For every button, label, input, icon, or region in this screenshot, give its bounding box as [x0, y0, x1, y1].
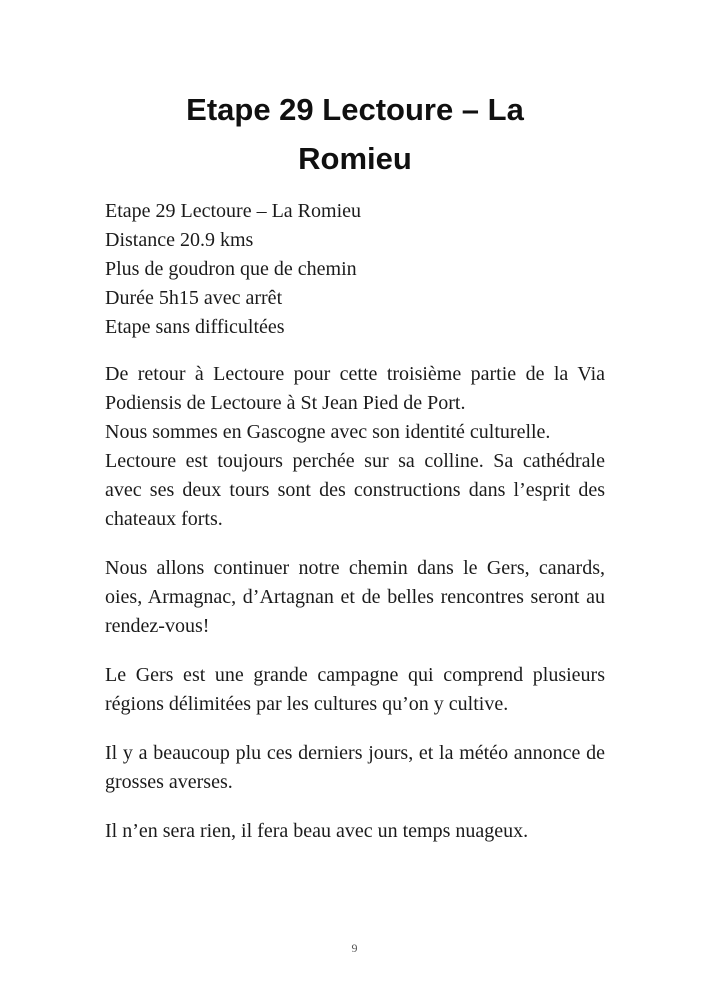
paragraph: Lectoure est toujours perchée sur sa colline. Sa cathédrale avec ses deux tours sont des constructions dans l’esprit des chateaux forts. [105, 450, 605, 530]
page-title-line-2: Romieu [298, 141, 412, 176]
paragraph: Nous sommes en Gascogne avec son identité culturelle. [105, 421, 551, 443]
stage-summary [105, 197, 605, 342]
page-title-line-1: Etape 29 Lectoure – La [186, 92, 524, 127]
paragraph: Il n’en sera rien, il fera beau avec un temps nuageux. [105, 820, 529, 842]
paragraph: De retour à Lectoure pour cette troisième partie de la Via Podiensis de Lectoure à St Jean Pied de Port. [105, 363, 605, 414]
paragraph: Il y a beaucoup plu ces derniers jours, et la météo annonce de grosses averses. [105, 742, 605, 793]
intro-line-difficulty: Etape sans difficultées [105, 316, 285, 338]
paragraph: Le Gers est une grande campagne qui comprend plusieurs régions délimitées par les cultures qu’on y cultive. [105, 664, 605, 715]
intro-line-duration: Durée 5h15 avec arrêt [105, 287, 283, 309]
paragraph: Nous allons continuer notre chemin dans le Gers, canards, oies, Armagnac, d’Artagnan et de belles rencontres seront au rendez-vous! [105, 557, 605, 637]
intro-line-distance: Distance 20.9 kms [105, 229, 254, 251]
intro-line-surface: Plus de goudron que de chemin [105, 258, 357, 280]
body-text [105, 360, 605, 846]
page-number: 9 [351, 941, 358, 955]
intro-line-stage: Etape 29 Lectoure – La Romieu [105, 200, 362, 222]
page-title [105, 85, 605, 183]
